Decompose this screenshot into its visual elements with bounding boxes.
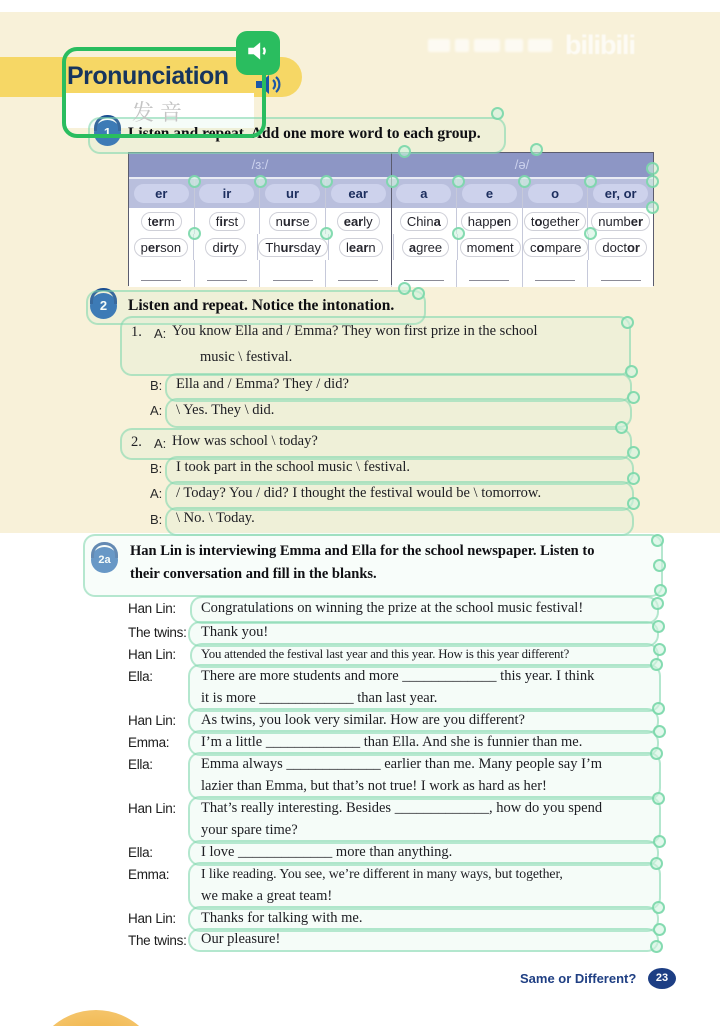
- dialog-text: As twins, you look very similar. How are you different?: [201, 712, 525, 728]
- speaker-label: Emma:: [128, 735, 170, 750]
- word-pill[interactable]: happen: [461, 212, 518, 231]
- dialog-text: Thank you!: [201, 624, 269, 640]
- annotation-handle[interactable]: [646, 201, 659, 214]
- dialog-text: That’s really interesting. Besides _____________, how do you spend: [201, 800, 603, 816]
- annotation-handle[interactable]: [627, 446, 640, 459]
- column-header[interactable]: er: [134, 184, 189, 203]
- dialog-text: your spare time?: [201, 822, 298, 838]
- annotation-handle[interactable]: [646, 175, 659, 188]
- annotation-handle[interactable]: [188, 227, 201, 240]
- annotation-handle[interactable]: [621, 316, 634, 329]
- dialog-text: Thanks for talking with me.: [201, 910, 363, 926]
- annotation-handle[interactable]: [652, 792, 665, 805]
- dialog2-speaker-a: A:: [154, 436, 167, 451]
- word-pill[interactable]: together: [524, 212, 586, 231]
- speaker-label: Han Lin:: [128, 647, 176, 662]
- annotation-handle[interactable]: [651, 597, 664, 610]
- annotation-handle[interactable]: [452, 227, 465, 240]
- column-header[interactable]: a: [396, 184, 451, 203]
- annotation-handle[interactable]: [625, 365, 638, 378]
- table-group-divider: [391, 153, 392, 285]
- annotation-handle[interactable]: [653, 643, 666, 656]
- answer-blank[interactable]: [469, 266, 509, 281]
- speaker-label: Ella:: [128, 845, 153, 860]
- word-pill[interactable]: doctor: [595, 238, 647, 257]
- answer-blank[interactable]: [338, 266, 378, 281]
- phonetic-symbol: /ɜ:/: [251, 157, 269, 172]
- dialog1-a-line2: music \ festival.: [200, 349, 293, 365]
- phonics-table: [128, 152, 654, 286]
- word-pill[interactable]: moment: [460, 238, 521, 257]
- annotation-handle[interactable]: [518, 175, 531, 188]
- phonetic-symbol: /ə/: [514, 157, 530, 172]
- dialog2-speaker-b: B:: [150, 461, 163, 476]
- dialog-text: Our pleasure!: [201, 931, 281, 947]
- dialog-text: Congratulations on winning the prize at the school music festival!: [201, 600, 584, 616]
- watermark-blur-block: [428, 39, 450, 52]
- dialog2-number: 2.: [131, 434, 142, 450]
- annotation-handle[interactable]: [320, 227, 333, 240]
- annotation-handle[interactable]: [652, 620, 665, 633]
- speaker-label: Ella:: [128, 757, 153, 772]
- word-pill[interactable]: compare: [523, 238, 588, 257]
- annotation-handle[interactable]: [452, 175, 465, 188]
- annotation-handle[interactable]: [627, 391, 640, 404]
- annotation-handle[interactable]: [627, 497, 640, 510]
- speaker-label: Han Lin:: [128, 911, 176, 926]
- column-header[interactable]: o: [528, 184, 583, 203]
- dialog2-a-text: How was school \ today?: [172, 433, 318, 449]
- column-header[interactable]: er, or: [593, 184, 648, 203]
- dialog1-speaker-b: B:: [150, 378, 163, 393]
- annotation-handle[interactable]: [398, 282, 411, 295]
- annotation-handle[interactable]: [651, 534, 664, 547]
- word-pill[interactable]: agree: [402, 238, 449, 257]
- section2-instruction: Listen and repeat. Notice the intonation.: [128, 297, 395, 314]
- annotation-handle[interactable]: [650, 658, 663, 671]
- dialog-text: it is more _____________ than last year.: [201, 690, 438, 706]
- speaker-label: Han Lin:: [128, 713, 176, 728]
- decorative-corner-circle: [30, 1010, 162, 1026]
- dialog-text: I’m a little _____________ than Ella. And she is funnier than me.: [201, 734, 583, 750]
- speaker-label: Ella:: [128, 669, 153, 684]
- dialog-text: Emma always _____________ earlier than me. Many people say I’m: [201, 756, 603, 772]
- answer-blank[interactable]: [273, 266, 313, 281]
- play-audio-button[interactable]: [236, 31, 280, 75]
- dialog1-b-text: Ella and / Emma? They / did?: [176, 376, 349, 392]
- word-pill[interactable]: first: [209, 212, 245, 231]
- section2a-instruction-line2: their conversation and fill in the blanks.: [130, 566, 377, 582]
- word-pill[interactable]: China: [400, 212, 448, 231]
- speaker-icon: [245, 38, 271, 69]
- annotation-handle[interactable]: [584, 227, 597, 240]
- annotation-handle[interactable]: [653, 923, 666, 936]
- annotation-handle[interactable]: [650, 857, 663, 870]
- annotation-handle[interactable]: [653, 835, 666, 848]
- dialog1-a-line1: You know Ella and / Emma? They won first prize in the school: [172, 323, 538, 339]
- annotation-handle[interactable]: [646, 162, 659, 175]
- annotation-handle[interactable]: [398, 145, 411, 158]
- column-header[interactable]: ir: [199, 184, 254, 203]
- annotation-handle[interactable]: [627, 472, 640, 485]
- answer-blank[interactable]: [535, 266, 575, 281]
- column-header[interactable]: ear: [331, 184, 386, 203]
- top-white-strip: [0, 0, 720, 12]
- dialog-text: You attended the festival last year and this year. How is this year different?: [201, 647, 570, 661]
- annotation-handle[interactable]: [615, 421, 628, 434]
- dialog2-speaker-a2: A:: [150, 486, 163, 501]
- dialog1-speaker-a2: A:: [150, 403, 163, 418]
- section1-instruction: Listen and repeat. Add one more word to each group.: [128, 125, 481, 142]
- answer-blank[interactable]: [207, 266, 247, 281]
- answer-blank[interactable]: [601, 266, 641, 281]
- speaker-label: Han Lin:: [128, 801, 176, 816]
- word-pill[interactable]: term: [141, 212, 182, 231]
- section1-audio-badge[interactable]: 1: [94, 120, 121, 146]
- section2-audio-badge[interactable]: 2: [90, 293, 117, 319]
- dialog1-speaker-a: A:: [154, 326, 167, 341]
- section2a-instruction-line1: Han Lin is interviewing Emma and Ella for the school newspaper. Listen to: [130, 543, 595, 559]
- speaker-label: Emma:: [128, 867, 170, 882]
- unit-title: Same or Different?: [520, 971, 637, 986]
- annotation-handle[interactable]: [320, 175, 333, 188]
- watermark: [428, 26, 720, 64]
- speaker-label: Han Lin:: [128, 601, 176, 616]
- watermark-blur-block: [455, 39, 469, 52]
- annotation-handle[interactable]: [653, 725, 666, 738]
- word-pill[interactable]: dirty: [205, 238, 245, 257]
- annotation-handle[interactable]: [650, 747, 663, 760]
- annotation-handle[interactable]: [188, 175, 201, 188]
- watermark-blur-block: [528, 39, 552, 52]
- dialog-text: we make a great team!: [201, 888, 333, 904]
- speaker-label: The twins:: [128, 625, 187, 640]
- dialog-text: There are more students and more _____________ this year. I think: [201, 668, 595, 684]
- watermark-blur-block: [474, 39, 500, 52]
- column-header[interactable]: ur: [265, 184, 320, 203]
- annotation-handle[interactable]: [254, 175, 267, 188]
- dialog2-b2-text: \ No. \ Today.: [176, 510, 255, 526]
- dialog-text: lazier than Emma, but that’s not true! I work as hard as her!: [201, 778, 547, 794]
- annotation-handle[interactable]: [653, 559, 666, 572]
- annotation-handle[interactable]: [412, 287, 425, 300]
- annotation-handle[interactable]: [652, 901, 665, 914]
- column-header[interactable]: e: [462, 184, 517, 203]
- annotation-handle[interactable]: [584, 175, 597, 188]
- annotation-handle[interactable]: [491, 107, 504, 120]
- page-number-badge: 23: [648, 968, 676, 989]
- annotation-handle[interactable]: [530, 143, 543, 156]
- annotation-handle[interactable]: [654, 584, 667, 597]
- word-pill[interactable]: Thursday: [258, 238, 328, 257]
- word-pill[interactable]: nurse: [269, 212, 317, 231]
- speaker-label: The twins:: [128, 933, 187, 948]
- dialog2-speaker-b2: B:: [150, 512, 163, 527]
- dialog1-number: 1.: [131, 324, 142, 340]
- answer-blank[interactable]: [404, 266, 444, 281]
- watermark-blur-block: [505, 39, 523, 52]
- annotation-handle[interactable]: [650, 940, 663, 953]
- dialog1-a2-text: \ Yes. They \ did.: [176, 402, 275, 418]
- watermark-logo: bilibili: [565, 29, 635, 60]
- page-title-chinese: 发音: [131, 100, 188, 125]
- dialog2-a2-text: / Today? You / did? I thought the festival would be \ tomorrow.: [176, 485, 542, 501]
- page-title: Pronunciation: [67, 62, 229, 90]
- dialog2-b-text: I took part in the school music \ festival.: [176, 459, 410, 475]
- section2a-audio-badge[interactable]: 2a: [91, 547, 118, 573]
- word-pill[interactable]: early: [337, 212, 380, 231]
- dialog-text: I love _____________ more than anything.: [201, 844, 453, 860]
- annotation-handle[interactable]: [386, 175, 399, 188]
- answer-blank[interactable]: [141, 266, 181, 281]
- dialog-text: I like reading. You see, we’re different in many ways, but together,: [201, 866, 563, 881]
- word-pill[interactable]: number: [591, 212, 650, 231]
- word-pill[interactable]: learn: [339, 238, 383, 257]
- annotation-handle[interactable]: [652, 702, 665, 715]
- word-pill[interactable]: person: [134, 238, 189, 257]
